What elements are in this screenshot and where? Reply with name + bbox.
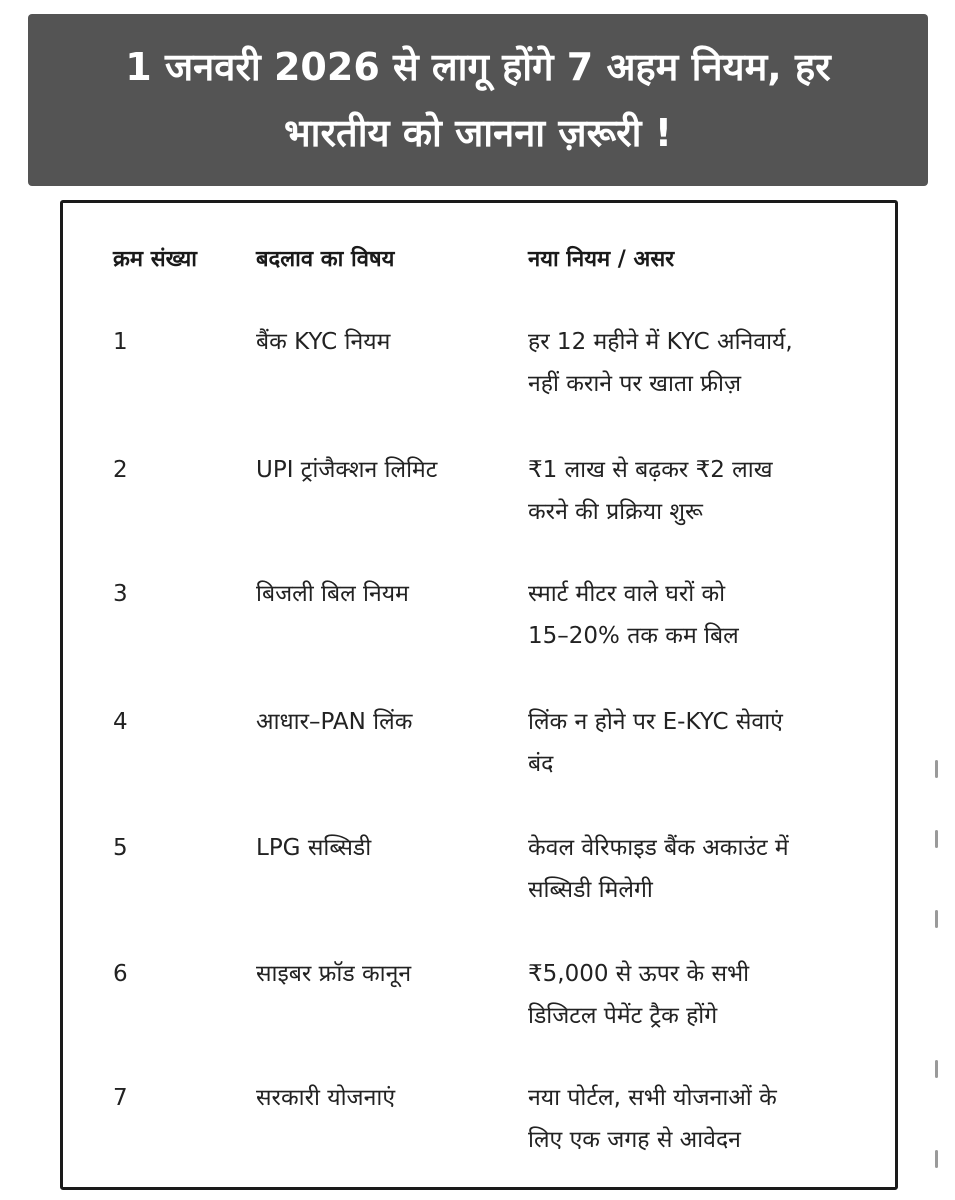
row-rule	[528, 953, 749, 1037]
row-number: 6	[113, 961, 128, 987]
rules-table	[60, 200, 898, 1190]
row-subject: बैंक KYC नियम	[256, 329, 391, 355]
row-subject: आधार–PAN लिंक	[256, 709, 413, 735]
headline-line-1: 1 जनवरी 2026 से लागू होंगे 7 अहम नियम, हर	[125, 45, 831, 89]
row-subject: सरकारी योजनाएं	[256, 1085, 396, 1111]
row-rule-line: ₹1 लाख से बढ़कर ₹2 लाख	[528, 457, 773, 483]
headline-line-2: भारतीय को जानना ज़रूरी !	[283, 111, 673, 155]
edge-mark	[935, 1150, 938, 1168]
row-subject: बिजली बिल नियम	[256, 581, 409, 607]
row-rule-line: नहीं कराने पर खाता फ्रीज़	[528, 371, 742, 397]
edge-mark	[935, 1060, 938, 1078]
row-rule-line: हर 12 महीने में KYC अनिवार्य,	[528, 329, 793, 355]
row-rule-line: करने की प्रक्रिया शुरू	[528, 499, 703, 525]
edge-mark	[935, 910, 938, 928]
header-serial-number: क्रम संख्या	[113, 247, 197, 272]
row-number: 4	[113, 709, 128, 735]
header-change-subject: बदलाव का विषय	[256, 247, 395, 272]
row-rule	[528, 449, 773, 533]
row-rule-line: डिजिटल पेमेंट ट्रैक होंगे	[528, 1003, 718, 1029]
row-rule-line: लिंक न होने पर E-KYC सेवाएं	[528, 709, 783, 735]
row-rule	[528, 827, 789, 911]
row-rule-line: 15–20% तक कम बिल	[528, 623, 739, 649]
header-new-rule-effect: नया नियम / असर	[528, 247, 675, 272]
row-number: 1	[113, 329, 128, 355]
row-rule	[528, 321, 793, 405]
row-subject: साइबर फ्रॉड कानून	[256, 961, 412, 987]
row-rule-line: नया पोर्टल, सभी योजनाओं के	[528, 1085, 777, 1111]
headline-banner	[28, 14, 928, 186]
row-rule	[528, 573, 739, 657]
row-rule	[528, 1077, 777, 1161]
row-subject: LPG सब्सिडी	[256, 835, 372, 861]
row-rule-line: लिए एक जगह से आवेदन	[528, 1127, 741, 1153]
row-number: 7	[113, 1085, 128, 1111]
row-rule-line: सब्सिडी मिलेगी	[528, 877, 653, 903]
row-rule-line: स्मार्ट मीटर वाले घरों को	[528, 581, 726, 607]
row-rule-line: ₹5,000 से ऊपर के सभी	[528, 961, 750, 987]
edge-mark	[935, 830, 938, 848]
edge-artifacts	[931, 760, 945, 1180]
row-number: 5	[113, 835, 128, 861]
row-rule-line: बंद	[528, 751, 554, 777]
row-subject: UPI ट्रांजैक्शन लिमिट	[256, 457, 438, 483]
row-number: 2	[113, 457, 128, 483]
edge-mark	[935, 760, 938, 778]
row-number: 3	[113, 581, 128, 607]
row-rule-line: केवल वेरिफाइड बैंक अकाउंट में	[528, 835, 789, 861]
row-rule	[528, 701, 783, 785]
